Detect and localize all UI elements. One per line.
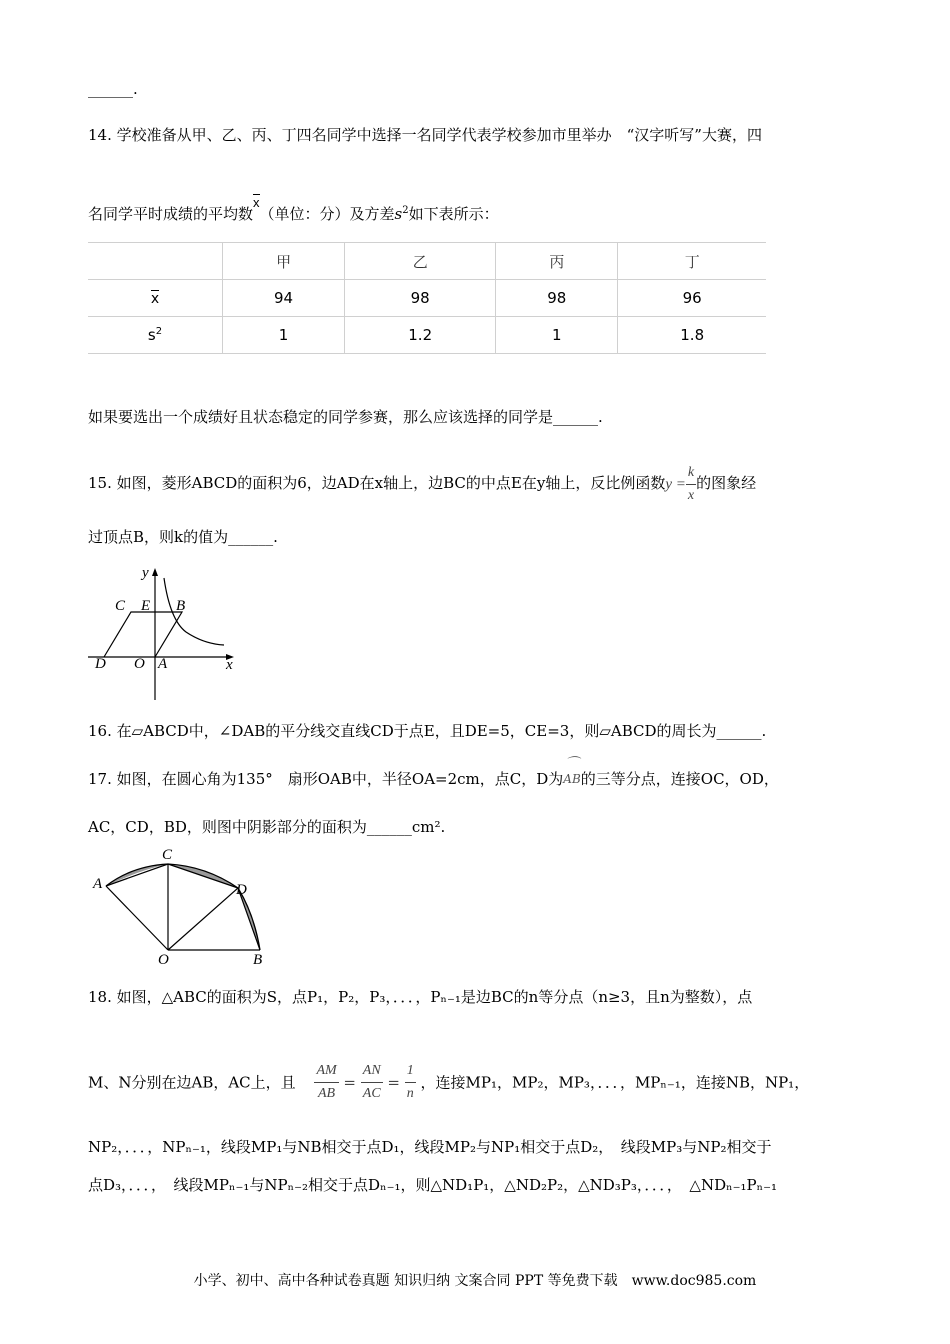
table-cell: 1.2 [345, 317, 496, 354]
table-cell: 1 [496, 317, 618, 354]
table-header-cell: 乙 [345, 243, 496, 280]
point-label-o: O [158, 952, 169, 968]
point-label-b: B [253, 952, 263, 968]
q14-question: 如果要选出一个成绩好且状态稳定的同学参赛，那么应该选择的同学是______. [88, 408, 603, 426]
axis-label-x: x [226, 657, 233, 673]
table-header-row [88, 243, 766, 280]
q18-line3: NP₂，．．．，NPₙ₋₁，线段MP₁与NB相交于点D₁，线段MP₂与NP₁相交于点D₂， 线段MP₃与NP₂相交于 [88, 1138, 772, 1156]
q18-line1: 18. 如图，△ABC的面积为S，点P₁，P₂，P₃，．．．，Pₙ₋₁是边BC的n等分点（n≥3，且n为整数），点 [88, 988, 753, 1006]
q18-line2 [88, 1060, 809, 1105]
q17-line1b: 的三等分点，连接OC，OD， [580, 770, 779, 788]
point-label-e: E [141, 598, 151, 614]
table-cell: 96 [618, 280, 766, 317]
table-row-variance [88, 317, 766, 354]
q18-line2b: ，连接MP₁，MP₂，MP₃，．．．，MPₙ₋₁，连接NB，NP₁， [420, 1073, 810, 1092]
q18-line4: 点D₃，．．．， 线段MPₙ₋₁与NPₙ₋₂相交于点Dₙ₋₁，则△ND₁P₁，△ND₂P₂，△ND₃P₃，．．．， △NDₙ₋₁Pₙ₋₁ [88, 1176, 778, 1194]
table-cell: 94 [223, 280, 345, 317]
point-label-c: C [115, 598, 126, 614]
point-label-a: A [93, 876, 103, 892]
q17-figure [88, 842, 278, 970]
point-label-c: C [162, 847, 173, 863]
q14-line2: 名同学平时成绩的平均数x（单位：分）及方差$s^2$如下表所示： [88, 195, 499, 223]
q15-line1b: 的图象经 [696, 473, 757, 492]
q14-mean-symbol: x [253, 195, 260, 210]
point-label-d: D [95, 656, 106, 672]
q14-line2c: 如下表所示： [408, 205, 499, 223]
table-row-mean [88, 280, 766, 317]
q16: 16. 在▱ABCD中，∠DAB的平分线交直线CD于点E，且DE=5，CE=3，则▱ABCD的周长为______. [88, 722, 767, 740]
q13-answer-blank: ______. [88, 80, 138, 98]
table-header-cell [88, 243, 223, 280]
q17-arc-ab: ⌒ AB [563, 756, 581, 786]
q15-function: y = $\frac{k}{x}$ [665, 476, 696, 492]
q14-line1: 14. 学校准备从甲、乙、丙、丁四名同学中选择一名同学代表学校参加市里举办 “汉字听写”大赛，四 [88, 126, 762, 144]
table-cell: 1 [223, 317, 345, 354]
q17-line1 [88, 756, 779, 798]
table-header-cell: 丁 [618, 243, 766, 280]
q17-line2: AC，CD，BD，则图中阴影部分的面积为______cm². [88, 818, 446, 836]
variance-row-label: $s^2$ [88, 317, 223, 354]
q14-table [88, 242, 766, 354]
axis-label-y: y [142, 565, 149, 581]
point-label-b: B [176, 598, 186, 614]
point-label-o: O [134, 656, 145, 672]
table-cell: 1.8 [618, 317, 766, 354]
q18-ratio-equation: $\frac{AM}{AB}$ = $\frac{AN}{AC}$ = $\frac{1}{n}$ [314, 1060, 415, 1105]
q15-line1 [88, 462, 756, 507]
page-footer: 小学、初中、高中各种试卷真题 知识归纳 文案合同 PPT 等免费下载 www.doc985.com [193, 1273, 757, 1289]
q18-line2a: M、N分别在边AB，AC上，且 [88, 1073, 296, 1092]
mean-row-label: x [88, 280, 223, 317]
q17-line1a: 17. 如图，在圆心角为135° 扇形OAB中，半径OA=2cm，点C，D为 [88, 770, 564, 788]
table-cell: 98 [345, 280, 496, 317]
table-header-cell: 甲 [223, 243, 345, 280]
point-label-d: D [236, 882, 247, 898]
q15-line1-text: 15. 如图，菱形ABCD的面积为6，边AD在x轴上，边BC的中点E在y轴上，反比例函数 [88, 473, 666, 492]
q15-line2: 过顶点B，则k的值为______. [88, 528, 278, 546]
point-label-a: A [158, 656, 168, 672]
q14-line2b: （单位：分）及方差 [259, 205, 395, 223]
q15-figure [86, 560, 256, 705]
table-header-cell: 丙 [496, 243, 618, 280]
table-cell: 98 [496, 280, 618, 317]
q14-variance-symbol: s [394, 205, 403, 223]
q14-line2a: 名同学平时成绩的平均数 [88, 205, 254, 223]
